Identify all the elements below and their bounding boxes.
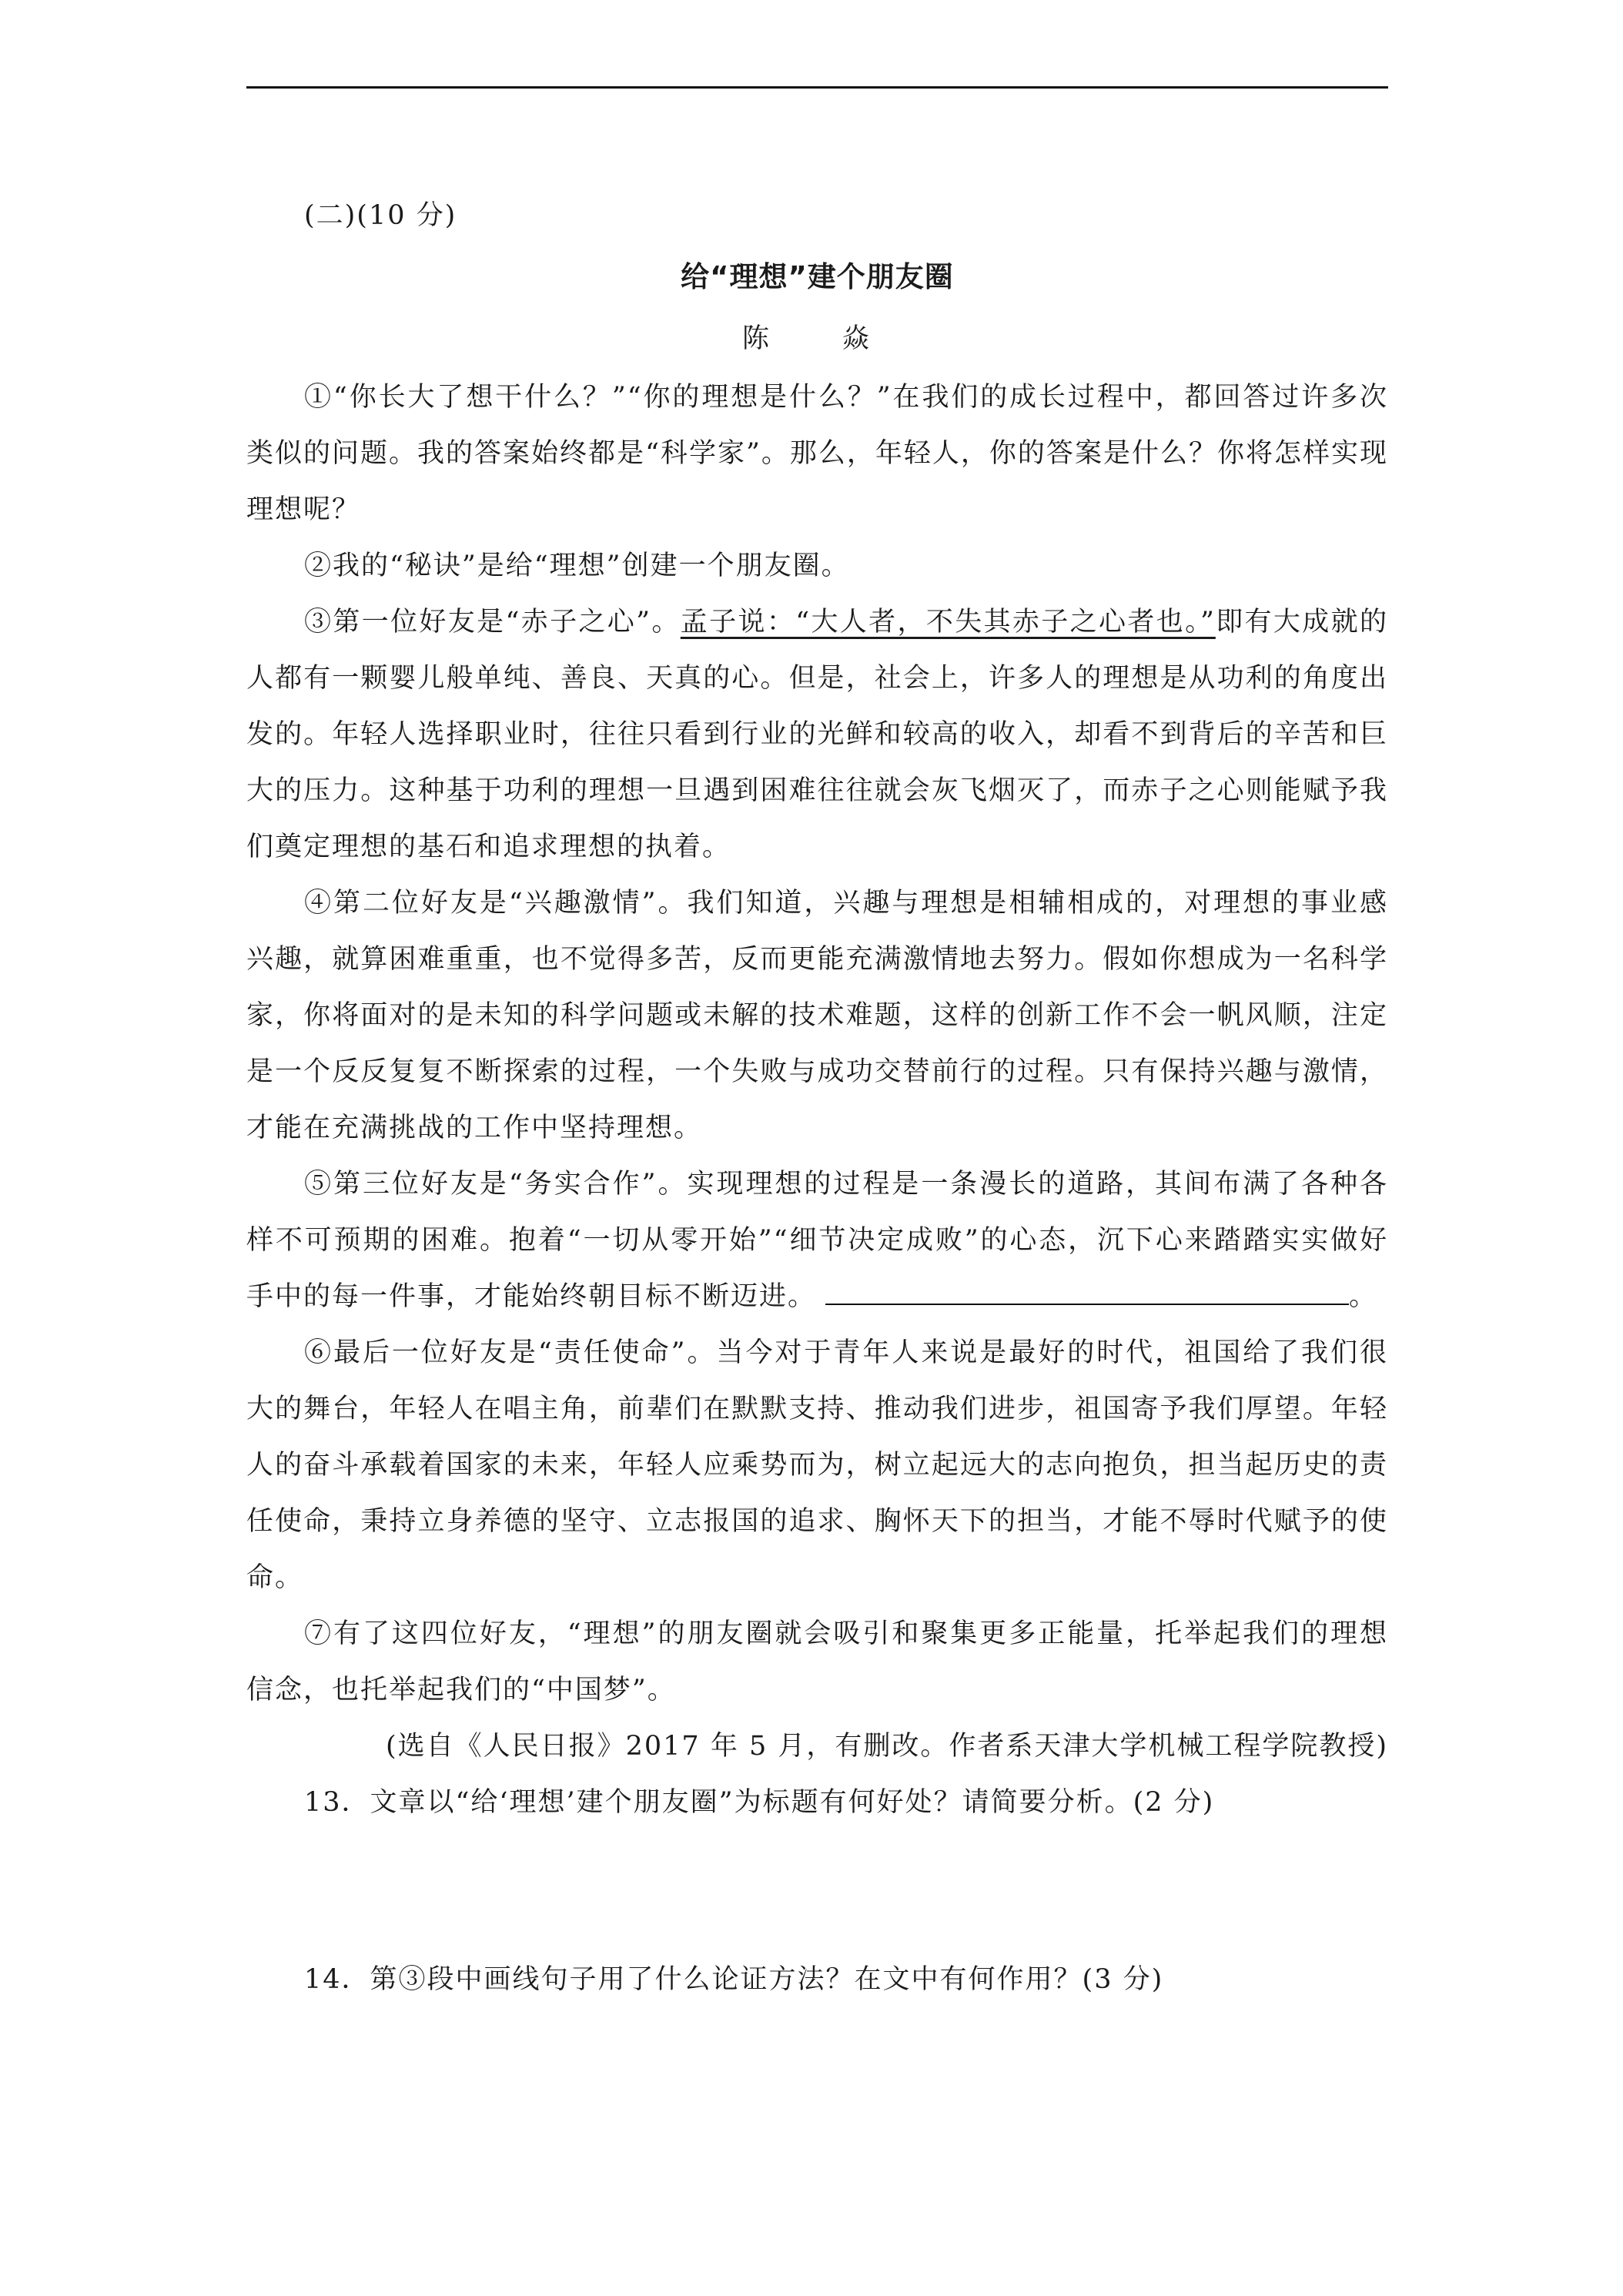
article-title: 给“理想”建个朋友圈 (681, 260, 954, 293)
paragraph-6: ⑥最后一位好友是“责任使命”。当今对于青年人来说是最好的时代，祖国给了我们很大的舞台，年轻人在唱主角，前辈们在默默支持、推动我们进步，祖国寄予我们厚望。年轻人的奋斗承载着国家的未来，年轻人应乘势而为，树立起远大的志向抱负，担当起历史的责任使命，秉持立身养德的坚守、立志报国的追求、胸怀天下的担当，才能不辱时代赋予的使命。 (246, 1337, 1388, 1593)
reading-passage (246, 185, 1388, 2008)
paragraph-3-body: 即有大成就的人都有一颗婴儿般单纯、善良、天真的心。但是，社会上，许多人的理想是从功利的角度出发的。年轻人选择职业时，往往只看到行业的光鲜和较高的收入，却看不到背后的辛苦和巨大的压力。这种基于功利的理想一旦遇到困难往往就会灰飞烟灭了，而赤子之心则能赋予我们奠定理想的基石和追求理想的执着。 (246, 607, 1388, 862)
article-author: 陈 焱 (741, 323, 892, 354)
question-14: 14．第③段中画线句子用了什么论证方法？在文中有何作用？(3 分) (304, 1964, 1164, 1995)
fill-in-blank[interactable] (825, 1276, 1349, 1305)
underlined-quote: 孟子说：“大人者，不失其赤子之心者也。” (680, 607, 1216, 638)
paragraph-7: ⑦有了这四位好友，“理想”的朋友圈就会吸引和聚集更多正能量，托举起我们的理想信念，也托举起我们的“中国梦”。 (246, 1618, 1388, 1705)
header-rule (246, 86, 1388, 89)
paragraph-3 (246, 594, 1388, 875)
paragraph-5-end: 。 (1349, 1281, 1378, 1312)
paragraph-5-text: ⑤第三位好友是“务实合作”。实现理想的过程是一条漫长的道路，其间布满了各种各样不可预期的困难。抱着“一切从零开始”“细节决定成败”的心态，沉下心来踏踏实实做好手中的每一件事，才能始终朝目标不断迈进。 (246, 1169, 1388, 1312)
paragraph-4: ④第二位好友是“兴趣激情”。我们知道，兴趣与理想是相辅相成的，对理想的事业感兴趣，就算困难重重，也不觉得多苦，反而更能充满激情地去努力。假如你想成为一名科学家，你将面对的是未知的科学问题或未解的技术难题，这样的创新工作不会一帆风顺，注定是一个反反复复不断探索的过程，一个失败与成功交替前行的过程。只有保持兴趣与激情，才能在充满挑战的工作中坚持理想。 (246, 888, 1388, 1143)
question-13: 13．文章以“给‘理想’建个朋友圈”为标题有何好处？请简要分析。(2 分) (304, 1787, 1215, 1818)
paragraph-5 (246, 1156, 1388, 1325)
source-citation: (选自《人民日报》2017 年 5 月，有删改。作者系天津大学机械工程学院教授) (385, 1731, 1388, 1762)
paragraph-1: ①“你长大了想干什么？”“你的理想是什么？”在我们的成长过程中，都回答过许多次类似的问题。我的答案始终都是“科学家”。那么，年轻人，你的答案是什么？你将怎样实现理想呢？ (246, 382, 1388, 525)
paragraph-2: ②我的“秘诀”是给“理想”创建一个朋友圈。 (304, 551, 850, 581)
section-label: (二)(10 分) (304, 200, 457, 231)
paragraph-3-intro: ③第一位好友是“赤子之心”。 (304, 607, 681, 638)
